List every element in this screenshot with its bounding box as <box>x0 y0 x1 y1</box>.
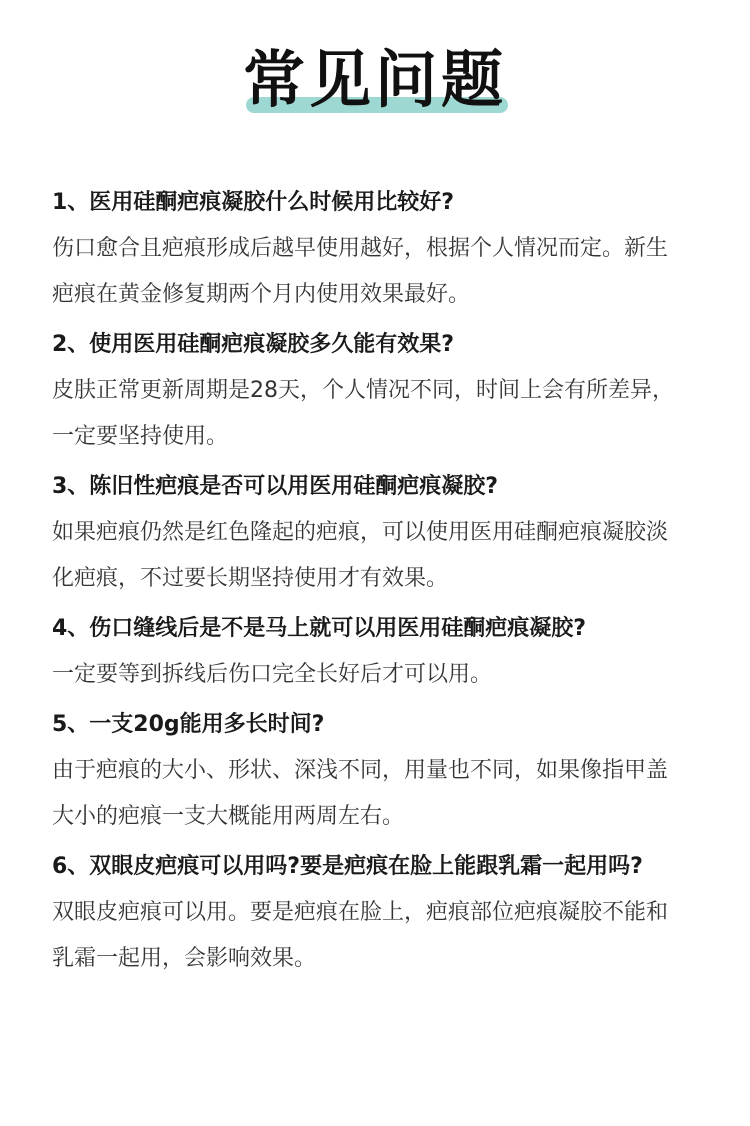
answer-line: 一定要坚持使用。 <box>52 424 229 449</box>
faq-question: 3、陈旧性疤痕是否可以用医用硅酮疤痕凝胶? <box>52 474 499 499</box>
faq-answer <box>52 890 702 982</box>
faq-answer <box>52 510 702 602</box>
faq-answer <box>52 748 702 840</box>
answer-line: 伤口愈合且疤痕形成后越早使用越好，根据个人情况而定。新生 <box>52 236 669 261</box>
faq-answer <box>52 226 702 318</box>
faq-item <box>52 464 702 602</box>
answer-line: 乳霜一起用，会影响效果。 <box>52 946 317 971</box>
title-container <box>0 40 750 120</box>
faq-item <box>52 180 702 318</box>
faq-item <box>52 322 702 460</box>
faq-list <box>52 180 702 986</box>
faq-question: 6、双眼皮疤痕可以用吗?要是疤痕在脸上能跟乳霜一起用吗? <box>52 854 643 879</box>
answer-line: 一定要等到拆线后伤口完全长好后才可以用。 <box>52 662 493 687</box>
faq-question: 5、一支20g能用多长时间? <box>52 712 325 737</box>
faq-answer <box>52 368 702 460</box>
page-title: 常见问题 <box>242 43 507 116</box>
answer-line: 化疤痕，不过要长期坚持使用才有效果。 <box>52 566 449 591</box>
faq-question: 1、医用硅酮疤痕凝胶什么时候用比较好? <box>52 190 455 215</box>
faq-question: 2、使用医用硅酮疤痕凝胶多久能有效果? <box>52 332 455 357</box>
answer-line: 由于疤痕的大小、形状、深浅不同，用量也不同，如果像指甲盖 <box>52 758 669 783</box>
faq-answer <box>52 652 702 698</box>
answer-line: 大小的疤痕一支大概能用两周左右。 <box>52 804 405 829</box>
faq-item <box>52 606 702 698</box>
faq-item <box>52 844 702 982</box>
answer-line: 皮肤正常更新周期是28天，个人情况不同，时间上会有所差异， <box>52 378 674 403</box>
faq-question: 4、伤口缝线后是不是马上就可以用医用硅酮疤痕凝胶? <box>52 616 587 641</box>
answer-line: 疤痕在黄金修复期两个月内使用效果最好。 <box>52 282 471 307</box>
faq-item <box>52 702 702 840</box>
answer-line: 双眼皮疤痕可以用。要是疤痕在脸上，疤痕部位疤痕凝胶不能和 <box>52 900 669 925</box>
answer-line: 如果疤痕仍然是红色隆起的疤痕，可以使用医用硅酮疤痕凝胶淡 <box>52 520 669 545</box>
